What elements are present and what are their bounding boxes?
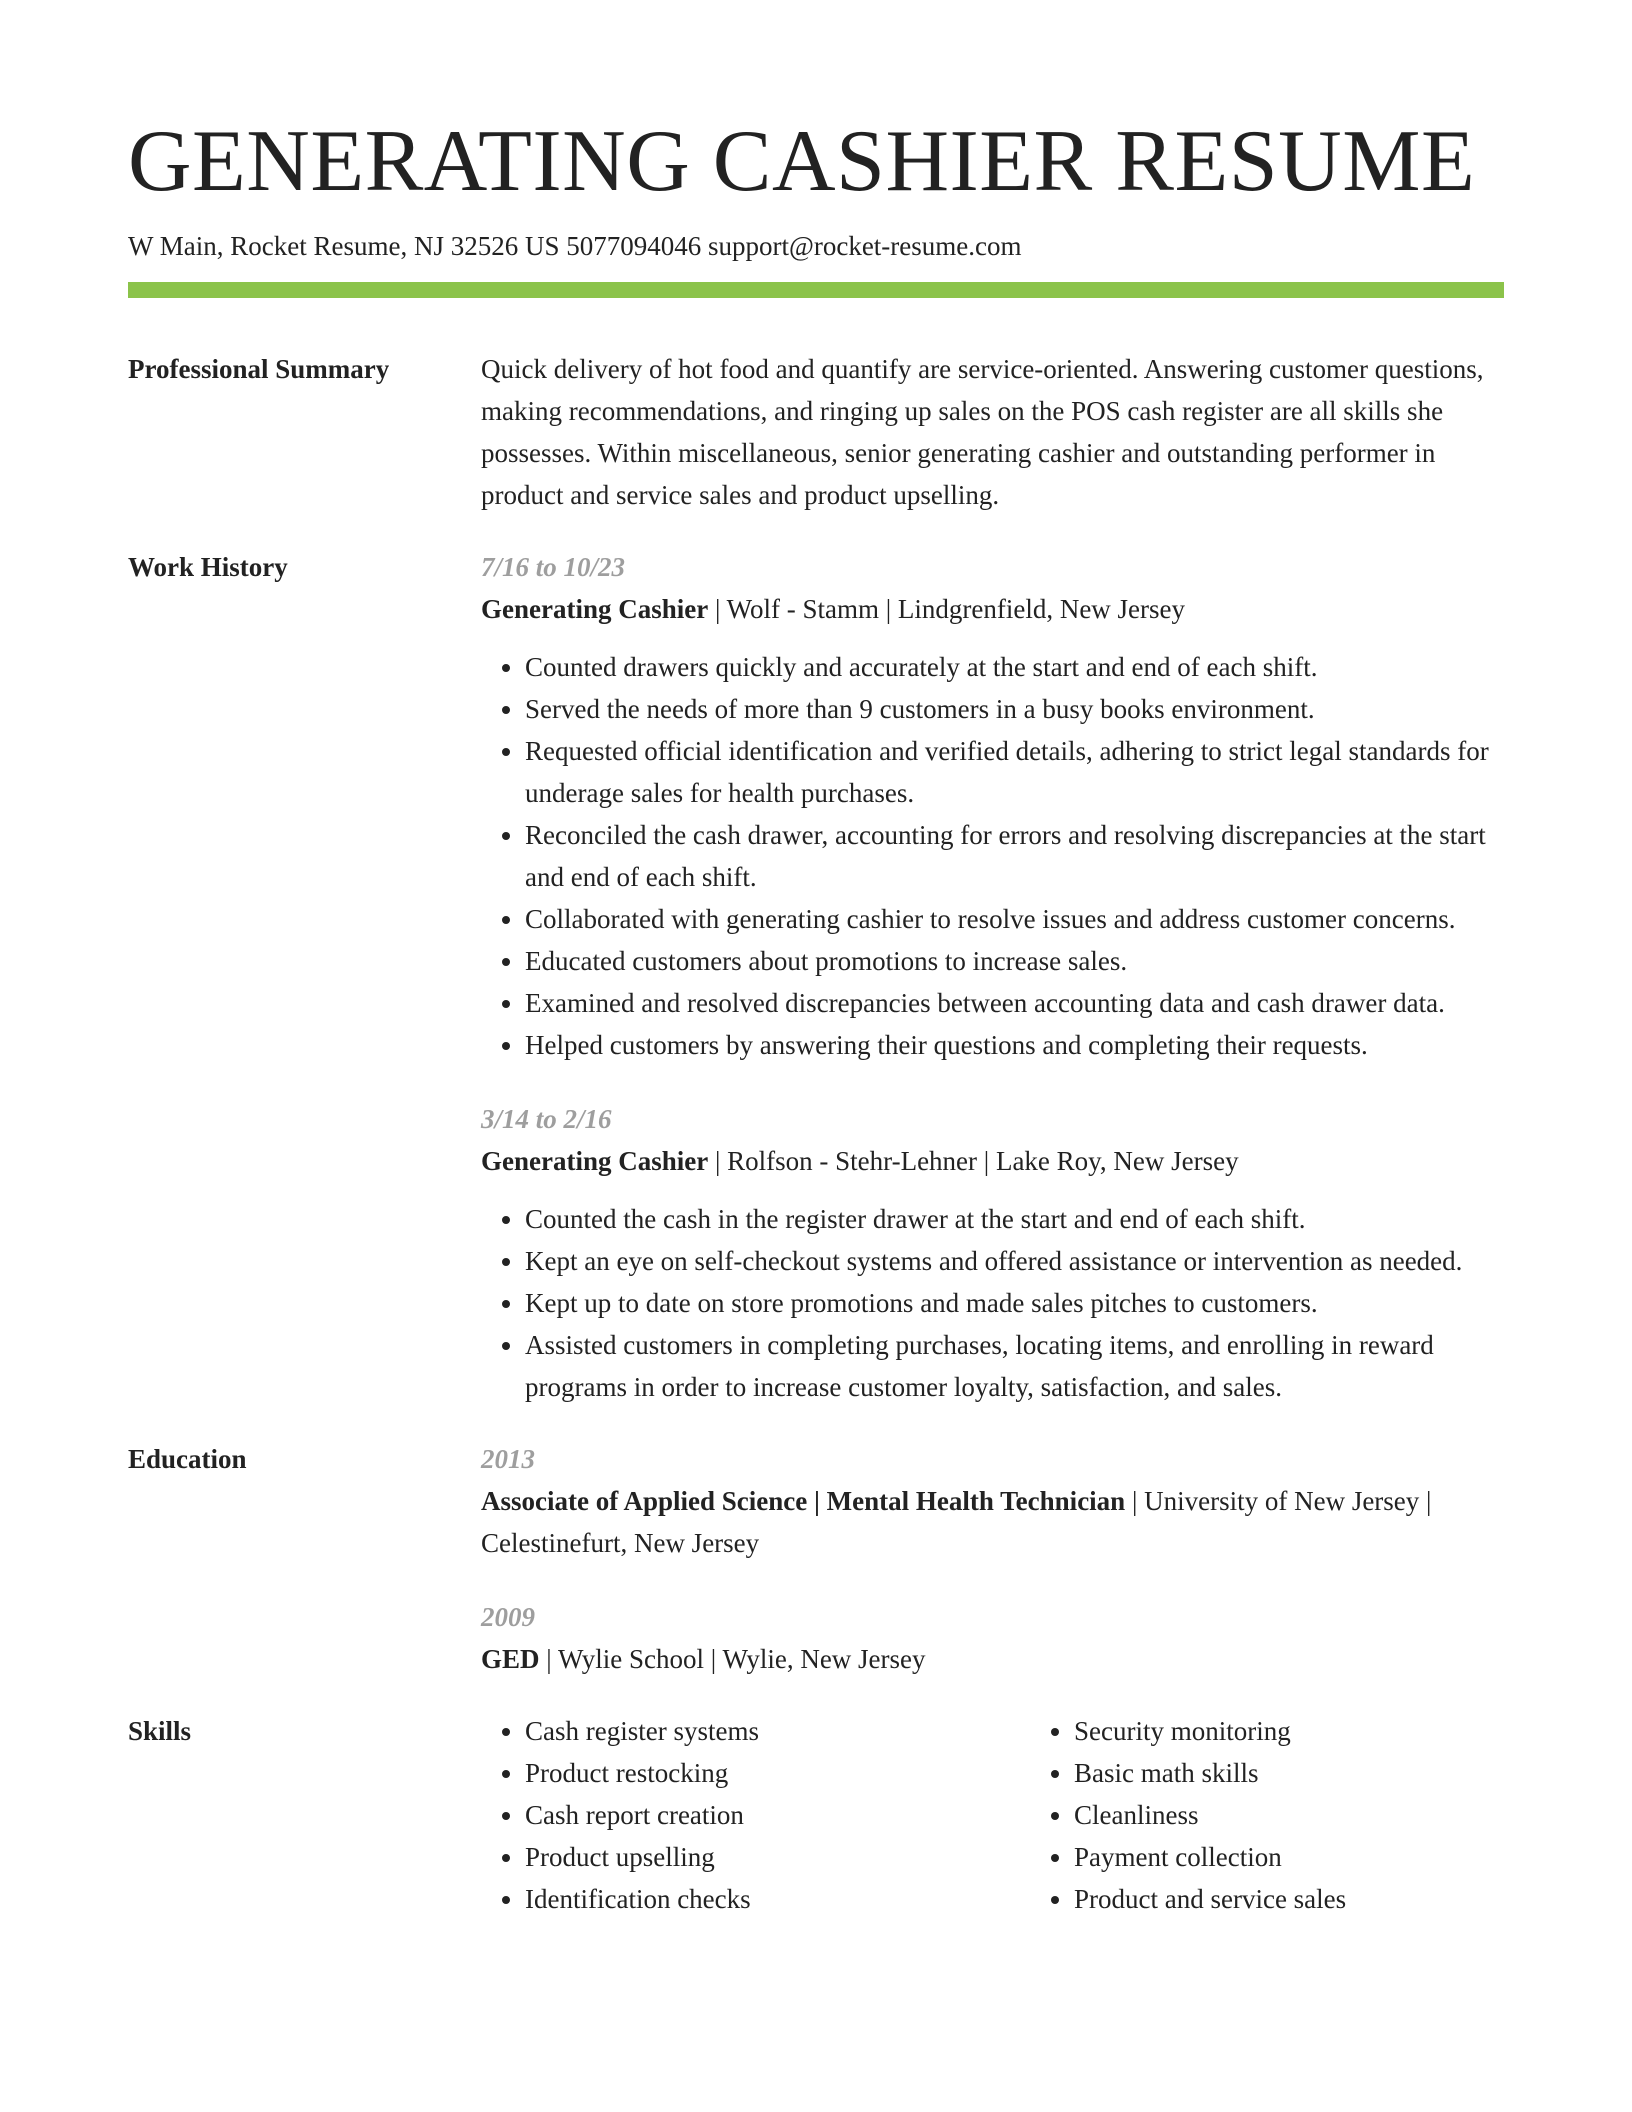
work-history-section (128, 546, 1504, 1408)
contact-line (128, 228, 1504, 264)
education-body (481, 1438, 1504, 1680)
job-bullets (481, 646, 1504, 1066)
education-degree: Associate of Applied Science | Mental Health Technician (481, 1486, 1126, 1516)
job-entry (481, 1098, 1504, 1408)
job-dates: 7/16 to 10/23 (481, 552, 626, 582)
section-label-work-history: Work History (128, 552, 288, 582)
job-location: | Lake Roy, New Jersey (977, 1146, 1239, 1176)
job-bullet: • Assisted customers in completing purchases, locating items, and enrolling in reward programs in order to increase customer loyalty, satisfaction, and sales. (525, 1324, 1504, 1408)
skills-body (481, 1710, 1579, 1920)
summary-text: Quick delivery of hot food and quantify are service-oriented. Answering customer questions, making recommendations, and ringing up sales on the POS cash register are all skills she possesses. Within miscellaneous, senior generating cashier and outstanding performer in product and service sales and product upselling. (481, 354, 1484, 510)
work-history-body (481, 546, 1504, 1408)
resume-title: GENERATING CASHIER RESUME (128, 113, 1476, 210)
skills-list-right (1030, 1710, 1579, 1920)
education-school: | University of New Jersey (1125, 1486, 1419, 1516)
job-bullet: • Counted the cash in the register drawer at the start and end of each shift. (525, 1198, 1504, 1240)
section-label-education: Education (128, 1444, 247, 1474)
contact-phone: 5077094046 (566, 231, 702, 261)
skill-item: • Cleanliness (1074, 1794, 1579, 1836)
skill-item: • Cash register systems (525, 1710, 1030, 1752)
job-dates: 3/14 to 2/16 (481, 1104, 612, 1134)
job-bullet: • Counted drawers quickly and accurately at the start and end of each shift. (525, 646, 1504, 688)
education-section (128, 1438, 1504, 1680)
job-bullet: • Educated customers about promotions to increase sales. (525, 940, 1504, 982)
skills-list-left (481, 1710, 1030, 1920)
job-bullet: • Requested official identification and verified details, adhering to strict legal standards for underage sales for health purchases. (525, 730, 1504, 814)
education-school: | Wylie School (540, 1644, 705, 1674)
skill-item: • Payment collection (1074, 1836, 1579, 1878)
education-location: | Celestinefurt, New Jersey (481, 1486, 1431, 1558)
job-title: Generating Cashier (481, 1146, 709, 1176)
job-bullet: • Served the needs of more than 9 customers in a busy books environment. (525, 688, 1504, 730)
skill-item: • Product upselling (525, 1836, 1030, 1878)
education-heading (481, 1638, 1504, 1680)
skill-item: • Product restocking (525, 1752, 1030, 1794)
education-year: 2013 (481, 1444, 535, 1474)
education-heading (481, 1480, 1504, 1564)
education-entry (481, 1596, 1504, 1680)
contact-email: support@rocket-resume.com (707, 231, 1022, 261)
summary-section (128, 348, 1504, 516)
job-company: | Wolf - Stamm (708, 594, 879, 624)
skill-item: • Security monitoring (1074, 1710, 1579, 1752)
skill-item: • Identification checks (525, 1878, 1030, 1920)
education-location: | Wylie, New Jersey (704, 1644, 925, 1674)
contact-address: W Main, Rocket Resume, NJ 32526 US (128, 231, 560, 261)
education-entry (481, 1438, 1504, 1564)
skill-item: • Cash report creation (525, 1794, 1030, 1836)
job-bullet: • Collaborated with generating cashier to resolve issues and address customer concerns. (525, 898, 1504, 940)
job-bullet: • Helped customers by answering their questions and completing their requests. (525, 1024, 1504, 1066)
job-heading (481, 588, 1504, 630)
header-divider (128, 282, 1504, 298)
section-label-skills: Skills (128, 1716, 192, 1746)
education-year: 2009 (481, 1602, 535, 1632)
job-heading (481, 1140, 1504, 1182)
job-location: | Lindgrenfield, New Jersey (879, 594, 1185, 624)
job-bullet: • Kept an eye on self-checkout systems and offered assistance or intervention as needed. (525, 1240, 1504, 1282)
skills-section (128, 1710, 1504, 1920)
skills-columns (481, 1710, 1579, 1920)
job-company: | Rolfson - Stehr-Lehner (708, 1146, 977, 1176)
education-degree: GED (481, 1644, 540, 1674)
skill-item: • Basic math skills (1074, 1752, 1579, 1794)
job-bullet: • Kept up to date on store promotions and made sales pitches to customers. (525, 1282, 1504, 1324)
job-title: Generating Cashier (481, 594, 709, 624)
job-bullets (481, 1198, 1504, 1408)
job-bullet: • Reconciled the cash drawer, accounting for errors and resolving discrepancies at the start and end of each shift. (525, 814, 1504, 898)
skill-item: • Product and service sales (1074, 1878, 1579, 1920)
job-bullet: • Examined and resolved discrepancies between accounting data and cash drawer data. (525, 982, 1504, 1024)
section-label-summary: Professional Summary (128, 354, 390, 384)
job-entry (481, 546, 1504, 1066)
